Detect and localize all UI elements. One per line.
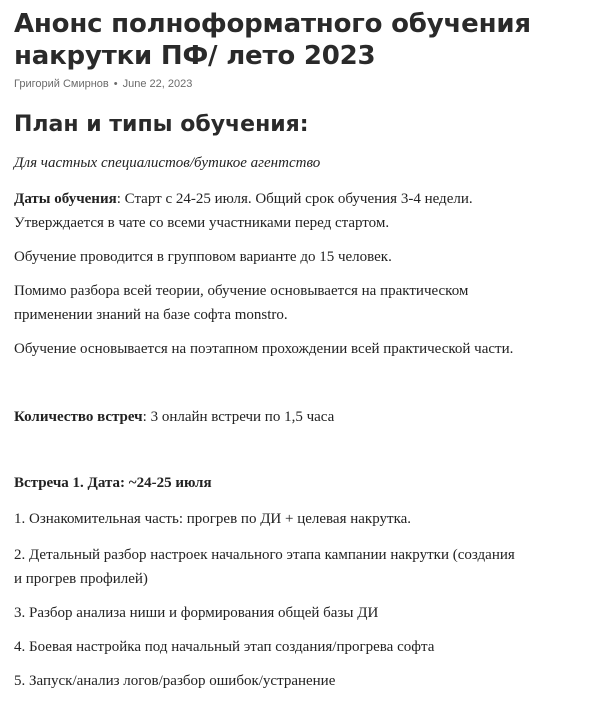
meetings-paragraph	[14, 405, 577, 429]
group-paragraph: Обучение проводится в групповом варианте до 15 человек.	[14, 249, 392, 265]
dates-text-line2: Утверждается в чате со всеми участниками перед стартом.	[14, 215, 390, 231]
list-item: 4. Боевая настройка под начальный этап создания/прогрева софта	[14, 639, 435, 655]
section-heading: План и типы обучения:	[14, 112, 309, 137]
dates-text-line1: : Старт с 24-25 июля. Общий срок обучения 3-4 недели.	[116, 191, 473, 207]
list-item	[14, 543, 577, 591]
practice-paragraph	[14, 279, 577, 327]
list-item: 5. Запуск/анализ логов/разбор ошибок/устранение	[14, 673, 336, 689]
author-link[interactable]: Григорий Смирнов	[14, 78, 109, 90]
list-item: 3. Разбор анализа ниши и формирования общей базы ДИ	[14, 605, 379, 621]
article-title-line2: накрутки ПФ/ лето 2023	[14, 41, 376, 71]
practice-line1: Помимо разбора всей теории, обучение основывается на практическом	[14, 283, 469, 299]
article-meta	[14, 78, 577, 90]
dates-label: Даты обучения	[14, 191, 117, 207]
audience-subtitle: Для частных специалистов/бутикое агентство	[14, 155, 321, 171]
article-title-line1: Анонс полноформатного обучения	[14, 9, 531, 39]
meetings-text: : 3 онлайн встречи по 1,5 часа	[142, 409, 335, 425]
practice-line2: применении знаний на базе софта monstro.	[14, 307, 288, 323]
list-item: 1. Ознакомительная часть: прогрев по ДИ + целевая накрутка.	[14, 511, 412, 527]
list-item-line2: и прогрев профилей)	[14, 571, 148, 587]
dates-paragraph	[14, 187, 577, 235]
article	[0, 8, 591, 693]
meeting1-heading: Встреча 1. Дата: ~24-25 июля	[14, 475, 212, 491]
publish-date: June 22, 2023	[122, 78, 193, 90]
article-title	[14, 8, 577, 72]
stages-paragraph: Обучение основывается на поэтапном прохождении всей практической части.	[14, 341, 514, 357]
list-item-line1: 2. Детальный разбор настроек начального этапа кампании накрутки (создания	[14, 547, 515, 563]
meetings-label: Количество встреч	[14, 409, 143, 425]
meta-separator: •	[113, 78, 118, 90]
